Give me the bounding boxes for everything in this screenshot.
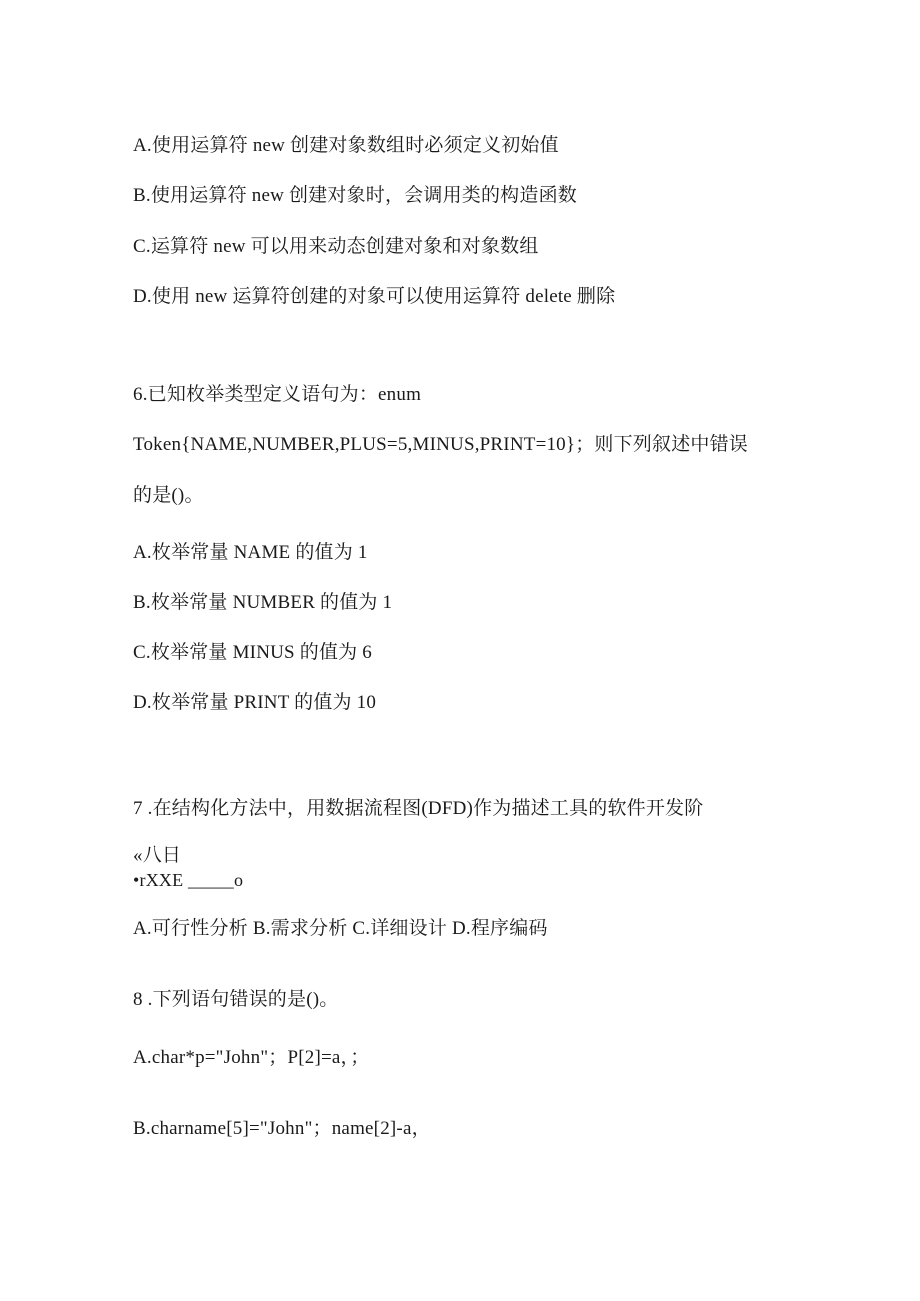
q8-option-b: B.charname[5]="John"；name[2]-a， [133,1118,431,1139]
q5-option-d: D.使用 new 运算符创建的对象可以使用运算符 delete 删除 [133,286,616,307]
q6-option-a: A.枚举常量 NAME 的值为 1 [133,542,368,563]
q6-option-b: B.枚举常量 NUMBER 的值为 1 [133,592,393,613]
q7-stem-line-3: •rXXE _____o [133,870,244,890]
q5-option-a: A.使用运算符 new 创建对象数组时必须定义初始值 [133,135,559,156]
q6-stem-line-2: Token{NAME,NUMBER,PLUS=5,MINUS,PRINT=10}；则下列叙述中错误 [133,434,748,455]
q8-option-a: A.char*p="John"；P[2]=a，； [133,1047,370,1068]
q6-option-d: D.枚举常量 PRINT 的值为 10 [133,692,377,713]
q7-stem-line-1: 7 .在结构化方法中，用数据流程图(DFD)作为描述工具的软件开发阶 [133,798,704,819]
q7-options: A.可行性分析 B.需求分析 C.详细设计 D.程序编码 [133,918,548,939]
q5-option-b: B.使用运算符 new 创建对象时，会调用类的构造函数 [133,185,577,206]
q7-stem-line-2: «八日 [133,845,182,866]
q5-option-c: C.运算符 new 可以用来动态创建对象和对象数组 [133,236,539,257]
q8-stem: 8 .下列语句错误的是()。 [133,989,339,1010]
q6-option-c: C.枚举常量 MINUS 的值为 6 [133,642,373,663]
q6-stem-line-3: 的是()。 [133,485,204,506]
q6-stem-line-1: 6.已知枚举类型定义语句为：enum [133,384,422,405]
